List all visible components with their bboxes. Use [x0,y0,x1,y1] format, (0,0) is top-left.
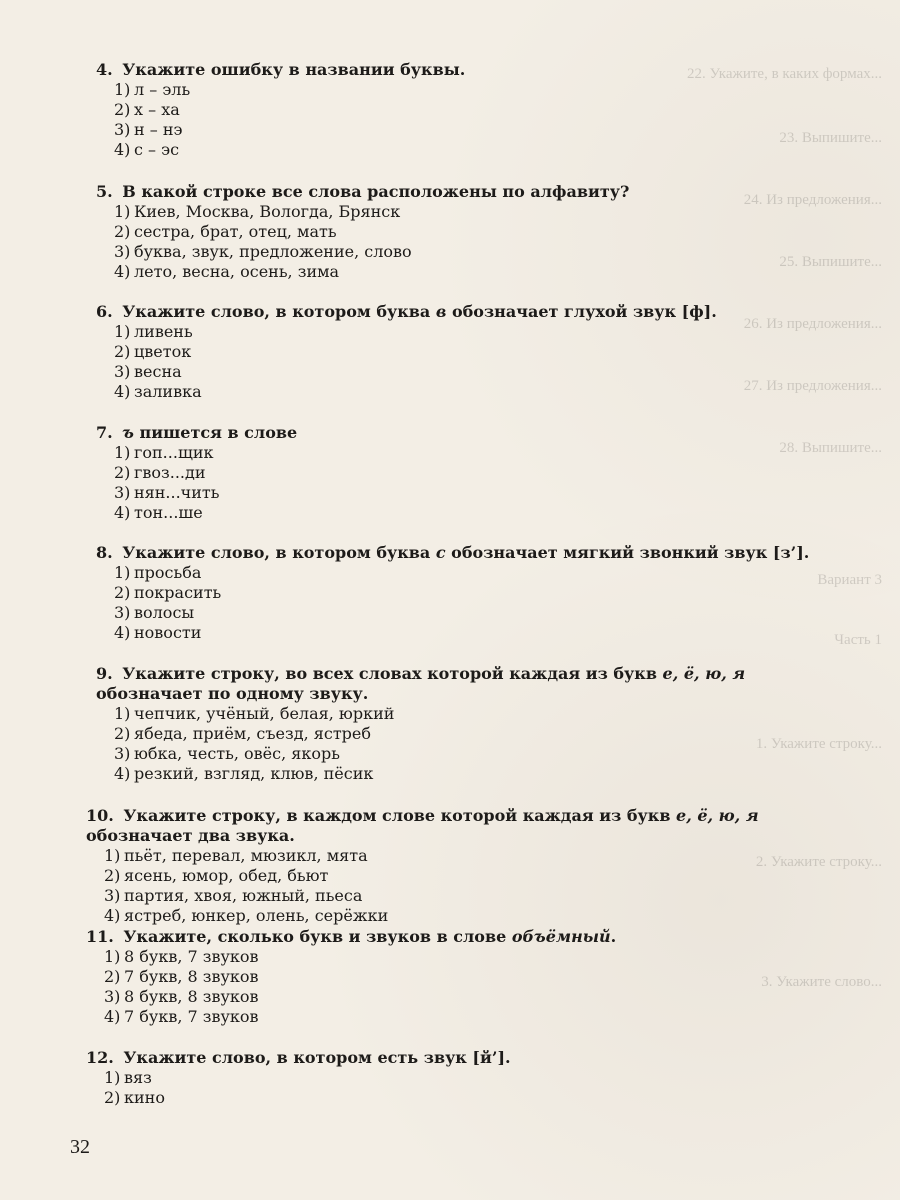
option-text: нян...чить [134,483,220,502]
option-number: 4) [104,1007,121,1026]
question-number: 8. [96,543,113,562]
option-text: сестра, брат, отец, мать [134,222,337,241]
answer-options [114,322,816,402]
option-number: 1) [114,563,131,582]
answer-option [114,80,816,100]
option-number: 3) [114,120,131,139]
option-number: 4) [114,623,131,642]
question-text-before: Укажите слово, в котором буква [122,543,436,562]
option-text: с – эс [134,140,180,159]
question-text-after: обозначает глухой звук [ф]. [446,302,717,321]
option-text: ябеда, приём, съезд, ястреб [134,724,372,743]
option-number: 1) [104,846,121,865]
answer-option [114,563,816,583]
option-number: 3) [114,744,131,763]
option-number: 4) [114,764,131,783]
question-8 [96,543,816,643]
answer-options [114,202,816,282]
answer-option [114,603,816,623]
question-title [96,543,816,563]
option-text: новости [134,623,202,642]
option-text: гоп...щик [134,443,214,462]
answer-options [114,443,816,523]
option-text: чепчик, учёный, белая, юркий [134,704,395,723]
option-number: 1) [114,443,131,462]
question-number: 6. [96,302,113,321]
option-number: 4) [114,382,131,401]
option-text: 8 букв, 8 звуков [124,987,259,1006]
answer-options [104,1068,806,1108]
question-text-before: Укажите слово, в котором есть звук [й’]. [123,1048,511,1067]
question-text: В какой строке все слова расположены по алфавиту? [122,182,630,201]
option-text: ливень [134,322,193,341]
option-text: просьба [134,563,202,582]
option-number: 2) [114,222,131,241]
question-text-before: Укажите, сколько букв и звуков в слове [123,927,512,946]
question-4 [96,60,816,160]
question-number: 9. [96,664,113,683]
answer-option [114,362,816,382]
option-number: 1) [104,947,121,966]
question-number: 12. [86,1048,114,1067]
answer-options [114,563,816,643]
question-text-before: Укажите слово, в котором буква [122,302,436,321]
option-text: весна [134,362,182,381]
question-number: 5. [96,182,113,201]
option-text: кино [124,1088,165,1107]
question-text-italic: ъ [122,423,134,442]
option-text: ястреб, юнкер, олень, серёжки [124,906,389,925]
option-text: лето, весна, осень, зима [134,262,340,281]
option-text: тон...ше [134,503,203,522]
question-12 [86,1048,806,1108]
question-text-italic: в [435,302,447,321]
option-text: 7 букв, 8 звуков [124,967,259,986]
question-11 [86,927,806,1027]
option-number: 3) [104,886,121,905]
answer-option [114,744,816,764]
question-text-after: обозначает мягкий звонкий звук [з’]. [445,543,810,562]
option-text: 7 букв, 7 звуков [124,1007,259,1026]
option-number: 2) [114,724,131,743]
question-9 [96,664,816,784]
option-text: юбка, честь, овёс, якорь [134,744,340,763]
question-title [96,664,820,704]
option-number: 1) [114,322,131,341]
question-number: 4. [96,60,113,79]
option-number: 3) [114,483,131,502]
answer-option [114,623,816,643]
option-text: х – ха [134,100,180,119]
option-number: 4) [114,262,131,281]
answer-option [114,382,816,402]
option-number: 4) [114,503,131,522]
option-number: 3) [104,987,121,1006]
answer-option [114,483,816,503]
question-number: 11. [86,927,114,946]
answer-option [114,724,816,744]
answer-option [114,222,816,242]
question-6 [96,302,816,402]
option-text: ясень, юмор, обед, бьют [124,866,329,885]
option-text: заливка [134,382,202,401]
answer-option [114,322,816,342]
option-text: покрасить [134,583,222,602]
answer-option [114,202,816,222]
answer-option [114,443,816,463]
question-text-after: пишется в слове [133,423,298,442]
option-number: 2) [104,967,121,986]
question-7 [96,423,816,523]
option-text: буква, звук, предложение, слово [134,242,412,261]
answer-option [114,503,816,523]
question-number: 10. [86,806,114,825]
answer-option [114,120,816,140]
option-text: гвоз...ди [134,463,206,482]
option-number: 2) [114,463,131,482]
option-text: волосы [134,603,195,622]
answer-option [104,906,806,926]
option-number: 3) [114,362,131,381]
question-text-italic: е, ё, ю, я [662,664,746,683]
question-title [86,806,810,846]
question-text-before: Укажите строку, в каждом слове которой каждая из букв [123,806,677,825]
question-text-italic: е, ё, ю, я [676,806,759,825]
option-number: 1) [104,1068,121,1087]
option-text: н – нэ [134,120,183,139]
question-title [96,423,816,443]
answer-option [114,242,816,262]
option-text: Киев, Москва, Вологда, Брянск [134,202,401,221]
option-number: 3) [114,242,131,261]
answer-option [104,886,806,906]
answer-option [104,1088,806,1108]
answer-option [114,140,816,160]
option-number: 2) [114,100,131,119]
question-text: Укажите ошибку в названии буквы. [122,60,466,79]
option-text: резкий, взгляд, клюв, пёсик [134,764,374,783]
answer-options [114,704,816,784]
question-title [96,182,816,202]
answer-option [104,947,806,967]
option-text: вяз [124,1068,152,1087]
answer-option [114,704,816,724]
option-number: 2) [104,866,121,885]
answer-option [104,866,806,886]
option-text: пьёт, перевал, мюзикл, мята [124,846,368,865]
option-number: 2) [114,583,131,602]
answer-option [114,342,816,362]
bleed-through-text: 22. Укажите, в каких формах... 23. Выпишите... 24. Из предложения... 25. Выпишите... 26. Из предложения... 27. Из предложения... 28. Выпишите... Вариант 3 Часть 1 1. Укажите строку... 2. Укажите строку... 3. Укажите слово... [686,66,882,990]
question-text-after: . [610,927,617,946]
question-number: 7. [96,423,113,442]
question-text-after: обозначает по одному звуку. [96,684,369,703]
question-title [96,302,816,322]
answer-options [104,846,806,926]
answer-option [114,764,816,784]
answer-option [114,100,816,120]
option-number: 2) [104,1088,121,1107]
option-number: 3) [114,603,131,622]
option-number: 4) [114,140,131,159]
question-text-italic: с [435,543,446,562]
answer-option [114,262,816,282]
option-text: цветок [134,342,192,361]
question-text-before: Укажите строку, во всех словах которой каждая из букв [122,664,663,683]
answer-option [104,1007,806,1027]
question-5 [96,182,816,282]
option-text: 8 букв, 7 звуков [124,947,259,966]
answer-option [104,967,806,987]
question-text-italic: объёмный [511,927,611,946]
answer-options [104,947,806,1027]
answer-option [104,987,806,1007]
option-number: 2) [114,342,131,361]
question-10 [86,806,806,926]
option-number: 1) [114,704,131,723]
page-number: 32 [70,1136,90,1158]
question-text-after: обозначает два звука. [86,826,295,845]
option-text: л – эль [134,80,191,99]
answer-option [104,846,806,866]
answer-option [114,463,816,483]
option-number: 4) [104,906,121,925]
answer-option [114,583,816,603]
option-text: партия, хвоя, южный, пьеса [124,886,363,905]
question-title [86,1048,806,1068]
question-title [96,60,816,80]
option-number: 1) [114,202,131,221]
answer-option [104,1068,806,1088]
option-number: 1) [114,80,131,99]
answer-options [114,80,816,160]
question-title [86,927,806,947]
